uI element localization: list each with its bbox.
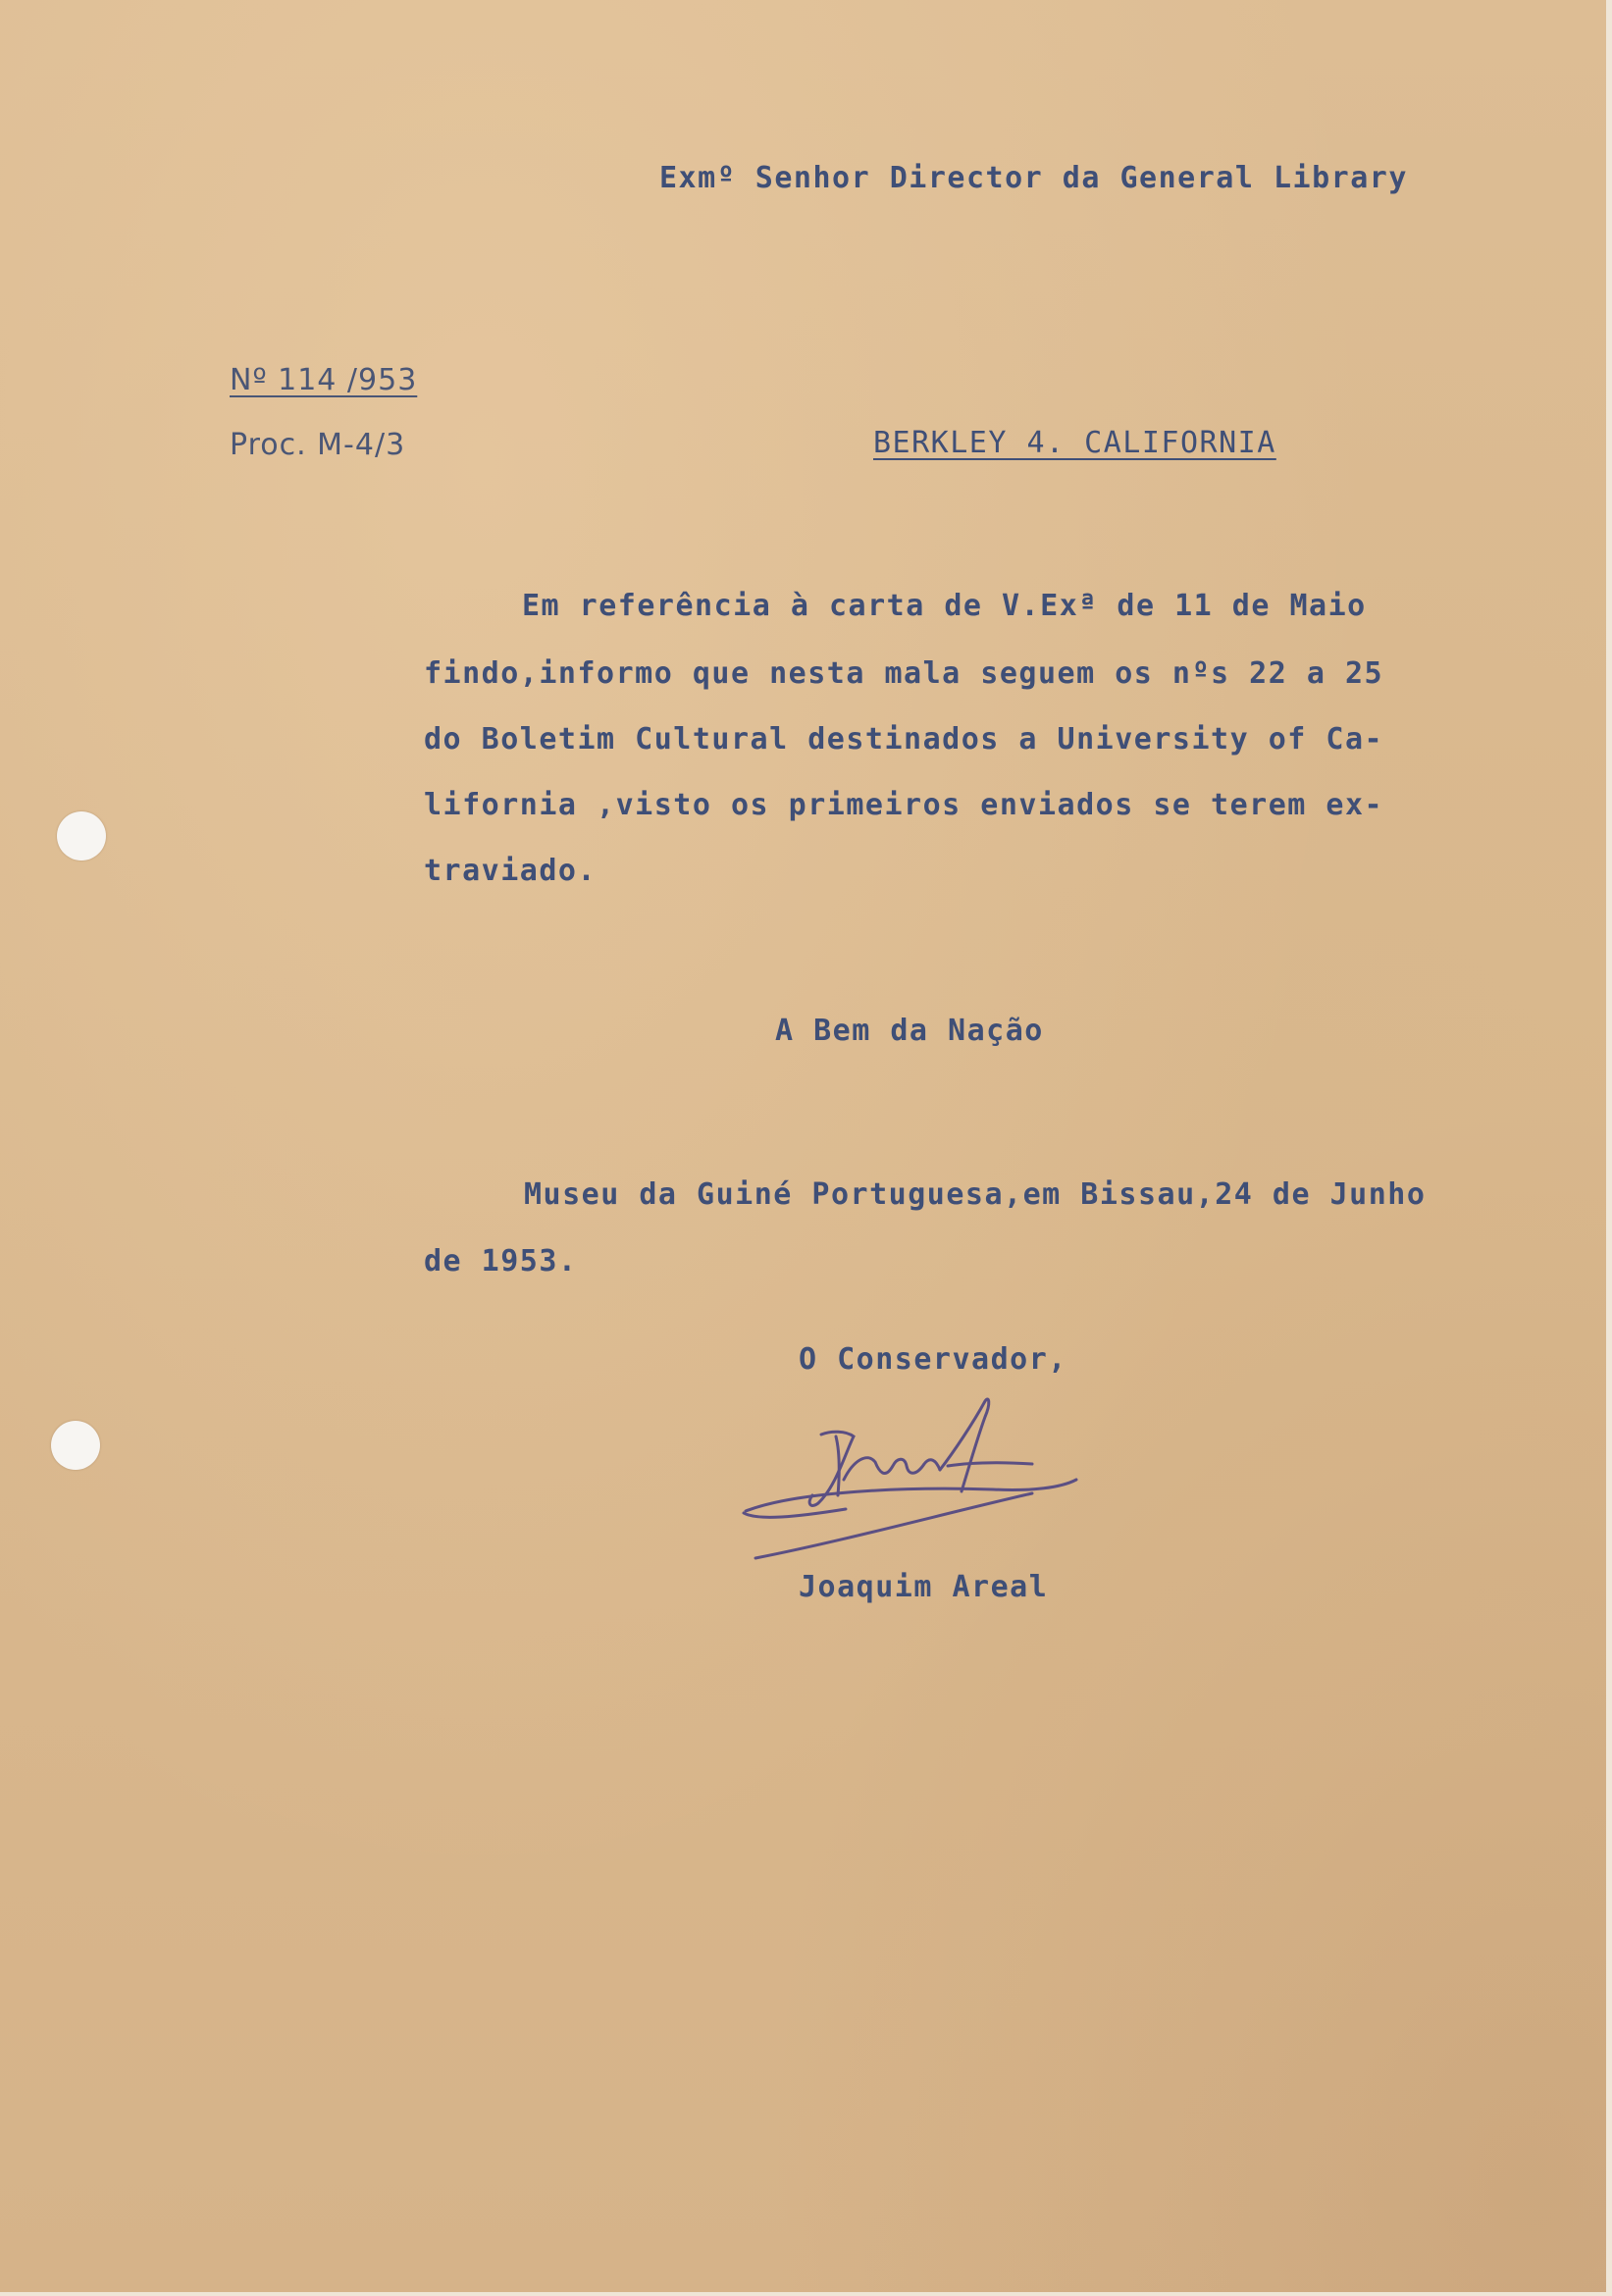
reference-number: Nº 114 /953 xyxy=(230,363,418,397)
signatory-title: O Conservador, xyxy=(799,1342,1067,1377)
body-line-1: Em referência à carta de V.Exª de 11 de Maio xyxy=(522,589,1367,623)
handwritten-signature xyxy=(738,1393,1091,1565)
addressee-line: Exmº Senhor Director da General Library xyxy=(659,161,1408,195)
salutation: A Bem da Nação xyxy=(775,1014,1044,1048)
signatory-name: Joaquim Areal xyxy=(799,1570,1049,1604)
page-edge-bottom xyxy=(0,2292,1612,2296)
punch-hole-lower xyxy=(51,1421,100,1470)
body-line-4: lifornia ,visto os primeiros enviados se terem ex- xyxy=(424,788,1384,822)
punch-hole-upper xyxy=(57,811,106,861)
page-edge-right xyxy=(1606,0,1612,2296)
destination-line: BERKLEY 4. CALIFORNIA xyxy=(873,426,1276,460)
place-date-line-2: de 1953. xyxy=(424,1244,578,1278)
process-number: Proc. M-4/3 xyxy=(230,428,406,462)
body-line-2: findo,informo que nesta mala seguem os nºs 22 a 25 xyxy=(424,656,1384,691)
body-line-3: do Boletim Cultural destinados a University of Ca- xyxy=(424,722,1384,757)
place-date-line-1: Museu da Guiné Portuguesa,em Bissau,24 de Junho xyxy=(524,1177,1427,1212)
body-line-5: traviado. xyxy=(424,854,598,888)
